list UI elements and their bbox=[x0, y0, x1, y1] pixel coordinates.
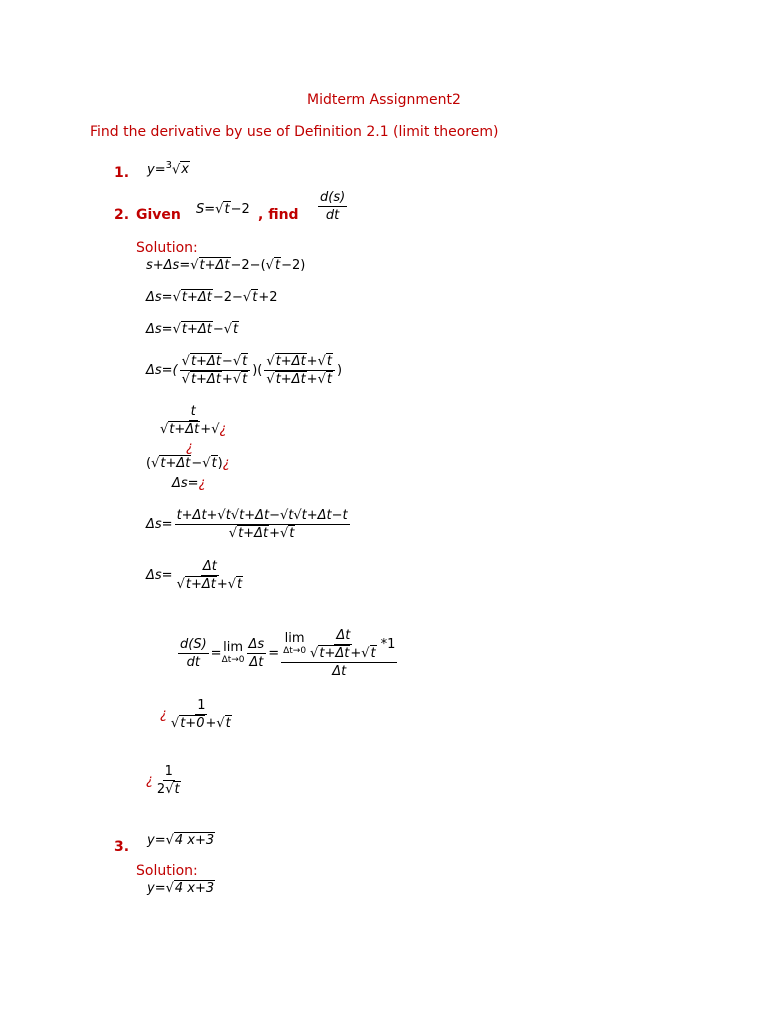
paren-b: t bbox=[211, 456, 217, 471]
p2-step-6: Δs= $\frac{\Delta t}{√t+\Delta t+√t}$ bbox=[146, 559, 243, 592]
step4-lhs: Δs=( bbox=[146, 363, 178, 378]
problem-2-expression bbox=[196, 202, 250, 217]
big-inner-den-b: t bbox=[370, 646, 376, 661]
step3-rad2: t bbox=[233, 322, 239, 337]
p1-root-index: 3 bbox=[165, 160, 172, 171]
artifact-glyph: ¿ bbox=[219, 422, 227, 437]
step5-lhs: Δs= bbox=[146, 517, 173, 532]
problem-2-find: , find bbox=[258, 207, 299, 223]
p1-lhs: y= bbox=[147, 162, 166, 178]
f1-den-a: t+Δt bbox=[190, 372, 221, 387]
problem-3-number: 3. bbox=[114, 839, 130, 855]
p3-step-1 bbox=[147, 881, 215, 896]
step6-den-a: t+Δt bbox=[185, 577, 216, 592]
broken-block-fraction: $\frac{t}{√t+\Delta t+√¿}$ bbox=[160, 404, 227, 437]
f1-num-a: t+Δt bbox=[190, 354, 221, 369]
artifact-glyph: ¿ bbox=[222, 456, 230, 471]
paren-close: ) bbox=[217, 456, 223, 471]
step6-lhs: Δs= bbox=[146, 568, 173, 583]
result-2: ¿ $\frac{1}{2√t}$ bbox=[146, 764, 180, 797]
f1-den-b: t bbox=[242, 372, 248, 387]
problem-2-given: Given bbox=[136, 207, 181, 223]
p3s-radicand: 4 x+3 bbox=[174, 881, 215, 896]
solution-label-p2: Solution: bbox=[136, 240, 198, 256]
step6-num: Δt bbox=[202, 559, 217, 574]
p2-step-3 bbox=[146, 322, 239, 337]
radical-icon: √ bbox=[223, 322, 233, 337]
broken-ds: Δs= bbox=[172, 476, 199, 491]
broken-paren-line: (√t+Δt−√t)¿ bbox=[146, 456, 230, 471]
step2-mid: −2− bbox=[212, 290, 243, 305]
deriv-eq2: = bbox=[268, 646, 280, 661]
deriv-den: dt bbox=[186, 655, 200, 670]
f2-num-a: t+Δt bbox=[275, 354, 306, 369]
radical-icon: √ bbox=[172, 290, 181, 305]
step2-lhs: Δs= bbox=[146, 290, 173, 305]
lim-word: lim bbox=[223, 639, 243, 655]
step1-end: −2) bbox=[281, 258, 306, 273]
big-times: *1 bbox=[380, 637, 396, 652]
p3-radicand: 4 x+3 bbox=[174, 833, 215, 848]
f2-den-op: + bbox=[306, 372, 318, 387]
r1-num: 1 bbox=[197, 698, 206, 713]
radical-icon: √ bbox=[265, 258, 274, 273]
broken-num: t bbox=[190, 404, 196, 419]
step1-rad2: t bbox=[274, 258, 281, 273]
step1-lhs: s+Δs= bbox=[146, 258, 191, 273]
p2-lhs: S= bbox=[196, 202, 216, 217]
step4-fraction-1: $\frac{√t+\Delta t-√t}{√t+\Delta t+√t}$ bbox=[180, 354, 251, 387]
artifact-glyph: ¿ bbox=[160, 707, 167, 722]
broken-den-a: t+Δt bbox=[169, 422, 200, 437]
problem-3-expression bbox=[147, 833, 215, 848]
f1-den-op: + bbox=[221, 372, 233, 387]
p3-lhs: y= bbox=[147, 833, 166, 848]
r2-den-coef: 2 bbox=[156, 782, 166, 797]
broken-artifact-line: ¿ bbox=[186, 440, 193, 455]
step4-end: ) bbox=[336, 363, 343, 378]
r2-den-rad: t bbox=[174, 782, 180, 797]
f1-num-b: t bbox=[242, 354, 248, 369]
deriv-num: d(S) bbox=[180, 637, 207, 652]
step1-rad1: t+Δt bbox=[199, 258, 230, 273]
r1-den-a: t+0 bbox=[180, 716, 205, 731]
p3s-lhs: y= bbox=[147, 881, 166, 896]
artifact-glyph: ¿ bbox=[146, 773, 153, 788]
find-denominator: dt bbox=[325, 208, 340, 223]
p2-step-1 bbox=[146, 258, 305, 273]
step3-rad1: t+Δt bbox=[181, 322, 212, 337]
paren-open: ( bbox=[146, 456, 152, 471]
derivative-limit bbox=[176, 628, 399, 679]
r1-den-b: t bbox=[225, 716, 231, 731]
step6-den-b: t bbox=[237, 577, 243, 592]
big-lim-word: lim bbox=[284, 630, 305, 646]
radical-icon: √ bbox=[171, 162, 181, 178]
p2-step-2 bbox=[146, 290, 277, 305]
broken-ds-line bbox=[172, 476, 205, 491]
p2-step-5: Δs= $\frac{t+\Delta t+√t√t+\Delta t-√t√t+\Delta t-t}{√t+\Delta t+√t}$ bbox=[146, 508, 348, 541]
radical-icon: √ bbox=[215, 202, 224, 217]
find-numerator: d(s) bbox=[320, 190, 346, 205]
r2-num: 1 bbox=[164, 764, 173, 779]
problem-1-number: 1. bbox=[114, 165, 130, 181]
result-1: ¿ $\frac{1}{√t+0+√t}$ bbox=[160, 698, 231, 731]
f2-num-b: t bbox=[326, 354, 332, 369]
step5-num: t+Δt+√t√t+Δt−√t√t+Δt−t bbox=[176, 508, 348, 523]
radical-icon: √ bbox=[165, 881, 174, 896]
f1-num-op: − bbox=[221, 354, 233, 369]
step4-mid: )( bbox=[252, 363, 263, 378]
f2-den-b: t bbox=[326, 372, 332, 387]
r1-den-op: + bbox=[205, 716, 217, 731]
step2-rad1: t+Δt bbox=[181, 290, 212, 305]
paren-op: − bbox=[191, 456, 203, 471]
p1-radicand: x bbox=[181, 162, 189, 178]
step5-den-op: + bbox=[269, 526, 280, 541]
page-title: Midterm Assignment2 bbox=[307, 92, 461, 108]
deriv-eq: = bbox=[210, 646, 222, 661]
problem-2-find-fraction bbox=[316, 190, 349, 223]
step3-lhs: Δs= bbox=[146, 322, 173, 337]
problem-1-expression bbox=[147, 160, 190, 177]
step5-den-b: t bbox=[289, 526, 295, 541]
lim-sub: Δt→0 bbox=[221, 654, 245, 665]
ds-num: Δs bbox=[248, 637, 265, 652]
ds-den: Δt bbox=[249, 655, 264, 670]
step5-den-a: t+Δt bbox=[238, 526, 269, 541]
f2-den-a: t+Δt bbox=[275, 372, 306, 387]
p2-step-4 bbox=[146, 354, 342, 387]
solution-label-p3: Solution: bbox=[136, 863, 198, 879]
big-inner-num: Δt bbox=[336, 628, 351, 643]
step3-mid: − bbox=[212, 322, 224, 337]
step1-mid: −2−( bbox=[230, 258, 266, 273]
radical-icon: √ bbox=[172, 322, 181, 337]
step6-den-op: + bbox=[216, 577, 228, 592]
step2-end: +2 bbox=[258, 290, 278, 305]
radical-icon: √ bbox=[190, 258, 199, 273]
paren-a: t+Δt bbox=[160, 456, 191, 471]
p2-radicand: t bbox=[224, 202, 230, 217]
big-inner-den-op: + bbox=[350, 646, 362, 661]
p2-rest: −2 bbox=[230, 202, 250, 217]
radical-icon: √ bbox=[242, 290, 252, 305]
broken-den-op: + bbox=[200, 422, 212, 437]
artifact-glyph: ¿ bbox=[198, 476, 206, 491]
f2-num-op: + bbox=[306, 354, 318, 369]
big-outer-den: Δt bbox=[332, 664, 347, 679]
big-fraction: lim Δt→0 $\frac{\Delta t}{√t+\Delta t+√t}$ *1 Δt bbox=[283, 628, 396, 679]
problem-2-number: 2. bbox=[114, 207, 130, 223]
instruction: Find the derivative by use of Definition 2.1 (limit theorem) bbox=[90, 124, 499, 140]
step2-rad2: t bbox=[252, 290, 258, 305]
radical-icon: √ bbox=[165, 833, 174, 848]
step4-fraction-2: $\frac{√t+\Delta t+√t}{√t+\Delta t+√t}$ bbox=[264, 354, 335, 387]
big-inner-den-a: t+Δt bbox=[319, 646, 350, 661]
big-lim-sub: Δt→0 bbox=[283, 645, 307, 656]
